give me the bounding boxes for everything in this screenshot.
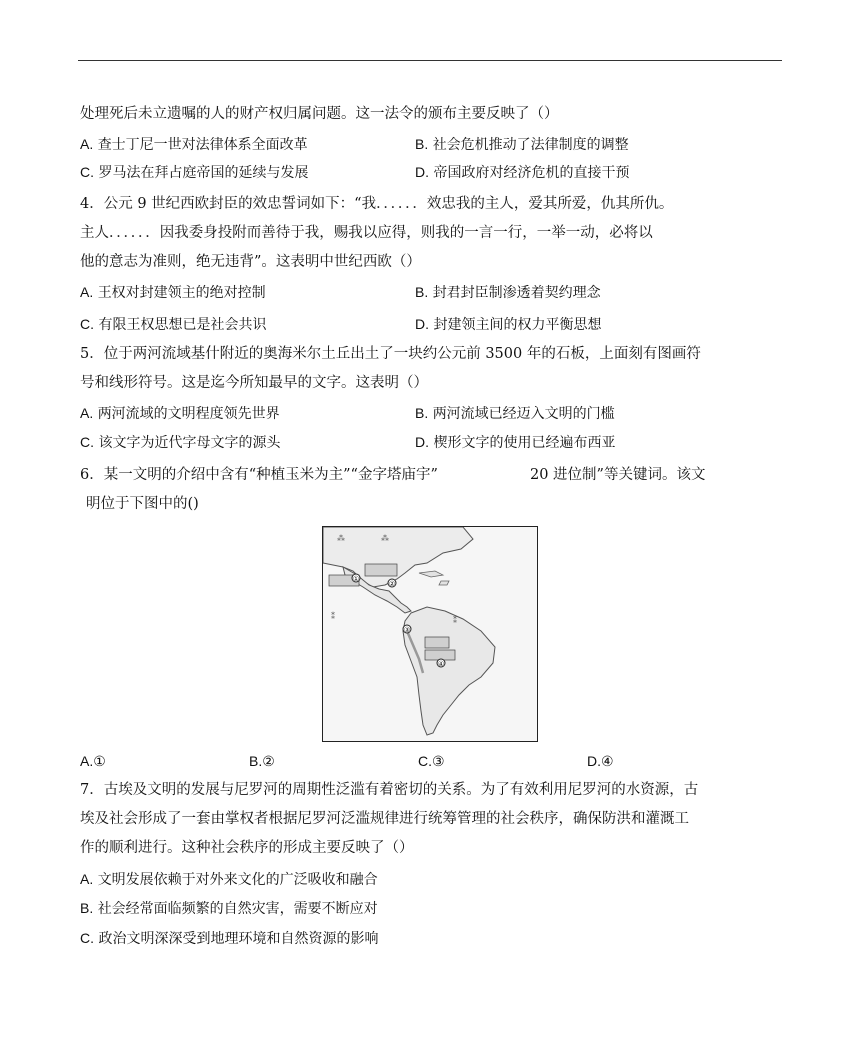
svg-text:④: ④: [437, 660, 445, 668]
q7-option-b[interactable]: B. 社会经常面临频繁的自然灾害，需要不断应对: [80, 900, 378, 917]
q4-option-d[interactable]: D. 封建领主间的权力平衡思想: [415, 316, 602, 333]
map-glyph: ⁑: [331, 612, 335, 621]
q3-stem-tail: 处理死后未立遗嘱的人的财产权归属问题。这一法令的颁布主要反映了（）: [80, 106, 559, 122]
q6-stem-line-2: 明位于下图中的(): [86, 496, 199, 512]
q5-stem-line-2: 号和线形符号。这是迄今所知最早的文字。这表明（）: [80, 375, 428, 391]
q3-option-b[interactable]: B. 社会危机推动了法律制度的调整: [415, 136, 629, 153]
q5-stem-line-1: 5．位于两河流域基什附近的奥海米尔土丘出土了一块约公元前 3500 年的石板，上面刻有图画符: [80, 346, 701, 362]
q3-option-a[interactable]: A. 查士丁尼一世对法律体系全面改革: [80, 136, 308, 153]
q4-stem-line-2: 主人．．．．．．因我委身投附而善待于我，赐我以应得，则我的一言一行，一举一动，必将以: [80, 225, 653, 241]
q5-option-a[interactable]: A. 两河流域的文明程度领先世界: [80, 405, 280, 422]
q4-option-c[interactable]: C. 有限王权思想已是社会共识: [80, 316, 267, 333]
q7-stem-line-2: 埃及社会形成了一套由掌权者根据尼罗河泛滥规律进行统筹管理的社会秩序，确保防洪和灌溉工: [80, 811, 689, 827]
americas-map: [323, 527, 536, 740]
q6-option-a[interactable]: A.①: [80, 753, 106, 770]
map-marker-2: [388, 579, 396, 588]
q6-stem-line-1a: 6．某一文明的介绍中含有“种植玉米为主”“金字塔庙宇”: [80, 467, 438, 483]
q3-option-d[interactable]: D. 帝国政府对经济危机的直接干预: [415, 164, 630, 181]
q6-option-b[interactable]: B.②: [249, 753, 275, 770]
map-glyph: ⁂: [381, 534, 389, 543]
q6-option-c[interactable]: C.③: [418, 753, 445, 770]
header-rule: [78, 60, 782, 61]
q7-option-a[interactable]: A. 文明发展依赖于对外来文化的广泛吸收和融合: [80, 871, 378, 888]
q5-option-b[interactable]: B. 两河流域已经迈入文明的门槛: [415, 405, 615, 422]
q7-stem-line-1: 7．古埃及文明的发展与尼罗河的周期性泛滥有着密切的关系。为了有效利用尼罗河的水资源，古: [80, 782, 699, 798]
map-glyph: ⁑: [453, 616, 457, 625]
svg-text:②: ②: [388, 580, 396, 588]
q3-option-c[interactable]: C. 罗马法在拜占庭帝国的延续与发展: [80, 164, 309, 181]
q6-option-d[interactable]: D.④: [587, 753, 614, 770]
map-marker-4: [437, 659, 445, 668]
q6-stem-line-1b: 20 进位制”等关键词。该文: [530, 467, 706, 483]
q5-option-d[interactable]: D. 楔形文字的使用已经遍布西亚: [415, 434, 616, 451]
svg-text:③: ③: [403, 626, 411, 634]
q4-stem-line-3: 他的意志为准则，绝无违背”。这表明中世纪西欧（）: [80, 254, 421, 270]
q5-option-c[interactable]: C. 该文字为近代字母文字的源头: [80, 434, 281, 451]
svg-text:①: ①: [352, 575, 360, 583]
map-glyph: ⁂: [337, 534, 345, 543]
americas-map-figure: [322, 526, 538, 742]
map-marker-1: [352, 574, 360, 583]
q7-stem-line-3: 作的顺利进行。这种社会秩序的形成主要反映了（）: [80, 840, 414, 856]
q7-option-c[interactable]: C. 政治文明深深受到地理环境和自然资源的影响: [80, 930, 379, 947]
q4-stem-line-1: 4．公元 9 世纪西欧封臣的效忠誓词如下：“我．．．．．．效忠我的主人，爱其所爱，仇其所仇。: [80, 196, 674, 212]
map-marker-3: [403, 625, 411, 634]
q4-option-a[interactable]: A. 王权对封建领主的绝对控制: [80, 284, 266, 301]
q4-option-b[interactable]: B. 封君封臣制渗透着契约理念: [415, 284, 601, 301]
